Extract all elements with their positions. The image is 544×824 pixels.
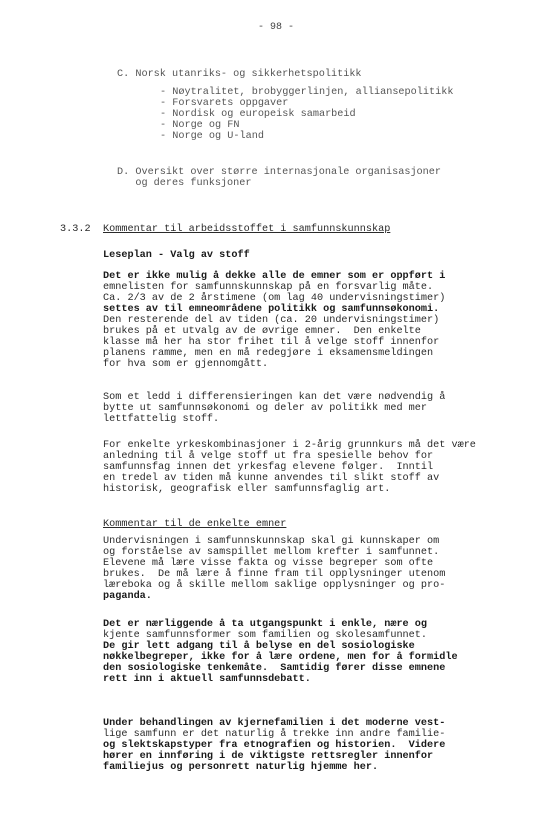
comment-heading: Kommentar til de enkelte emner [103, 519, 287, 530]
para5-line: Det er nærliggende å ta utgangspunkt i enkle, nære og [103, 619, 428, 630]
para5-line: rett inn i aktuell samfunnsdebatt. [103, 674, 311, 685]
para5-line: nøkkelbegreper, ikke for å lære ordene, men for å formidle [103, 652, 458, 663]
para5-line: De gir lett adgang til å belyse en del sosiologiske [103, 641, 415, 652]
para2-line: bytte ut samfunnsøkonomi og deler av politikk med mer [103, 403, 428, 414]
para4-line: Elevene må lære visse fakta og visse begreper som ofte [103, 558, 434, 569]
para6-line: familiejus og personrett naturlig hjemme her. [103, 762, 379, 773]
section-title: Kommentar til arbeidsstoffet i samfunnskunnskap [103, 224, 391, 235]
para5-line: kjente samfunnsformer som familien og skolesamfunnet. [103, 630, 428, 641]
para1-line: planens ramme, men en må redegjøre i eksamensmeldingen [103, 348, 434, 359]
para1-line: Det er ikke mulig å dekke alle de emner som er oppført i [103, 271, 446, 282]
para4-line: brukes. De må lære å finne fram til opplysninger utenom [103, 569, 446, 580]
para4-line: paganda. [103, 591, 152, 602]
para6-line: lige samfunn er det naturlig å trekke inn andre familie- [103, 729, 446, 740]
para1-line: for hva som er gjennomgått. [103, 359, 269, 370]
para3-line: samfunnsfag innen det yrkesfag elevene følger. Inntil [103, 462, 434, 473]
para1-line: emnelisten for samfunnskunnskap på en forsvarlig måte. [103, 282, 434, 293]
para4-line: Undervisningen i samfunnskunnskap skal gi kunnskaper om [103, 536, 440, 547]
para3-line: en tredel av tiden må kunne anvendes til slikt stoff av [103, 473, 440, 484]
section-c-item: - Nøytralitet, brobyggerlinjen, alliansepolitikk [160, 87, 454, 98]
page-number: - 98 - [258, 22, 295, 33]
para3-line: anledning til å velge stoff ut fra spesielle behov for [103, 451, 434, 462]
subheading: Leseplan - Valg av stoff [103, 250, 250, 261]
para3-line: historisk, geografisk eller samfunnsfaglig art. [103, 484, 391, 495]
section-c-item: - Forsvarets oppgaver [160, 98, 289, 109]
section-c-item: - Nordisk og europeisk samarbeid [160, 109, 356, 120]
para6-line: og slektskapstyper fra etnografien og historien. Videre [103, 740, 446, 751]
para1-line: settes av til emneområdene politikk og samfunnsøkonomi. [103, 304, 440, 315]
para1-line: brukes på et utvalg av de øvrige emner. Den enkelte [103, 326, 421, 337]
para3-line: For enkelte yrkeskombinasjoner i 2-årig grunnkurs må det være [103, 440, 476, 451]
para1-line: klasse må her ha stor frihet til å velge stoff innenfor [103, 337, 440, 348]
para5-line: den sosiologiske tenkemåte. Samtidig fører disse emnene [103, 663, 446, 674]
para2-line: lettfattelig stoff. [103, 414, 220, 425]
para6-line: Under behandlingen av kjernefamilien i det moderne vest- [103, 718, 446, 729]
para4-line: og forståelse av samspillet mellom krefter i samfunnet. [103, 547, 440, 558]
section-d-line: D. Oversikt over større internasjonale organisasjoner [117, 167, 442, 178]
para6-line: hører en innføring i de viktigste rettsregler innenfor [103, 751, 434, 762]
para4-line: læreboka og å skille mellom saklige opplysninger og pro- [103, 580, 446, 591]
para2-line: Som et ledd i differensieringen kan det være nødvendig å [103, 392, 446, 403]
section-d-line: og deres funksjoner [117, 178, 252, 189]
section-c-item: - Norge og U-land [160, 131, 264, 142]
para1-line: Den resterende del av tiden (ca. 20 undervisningstimer) [103, 315, 440, 326]
section-c-item: - Norge og FN [160, 120, 240, 131]
section-c-heading: C. Norsk utanriks- og sikkerhetspolitikk [117, 69, 362, 80]
section-number: 3.3.2 [60, 224, 91, 235]
para1-line: Ca. 2/3 av de 2 årstimene (om lag 40 undervisningstimer) [103, 293, 446, 304]
